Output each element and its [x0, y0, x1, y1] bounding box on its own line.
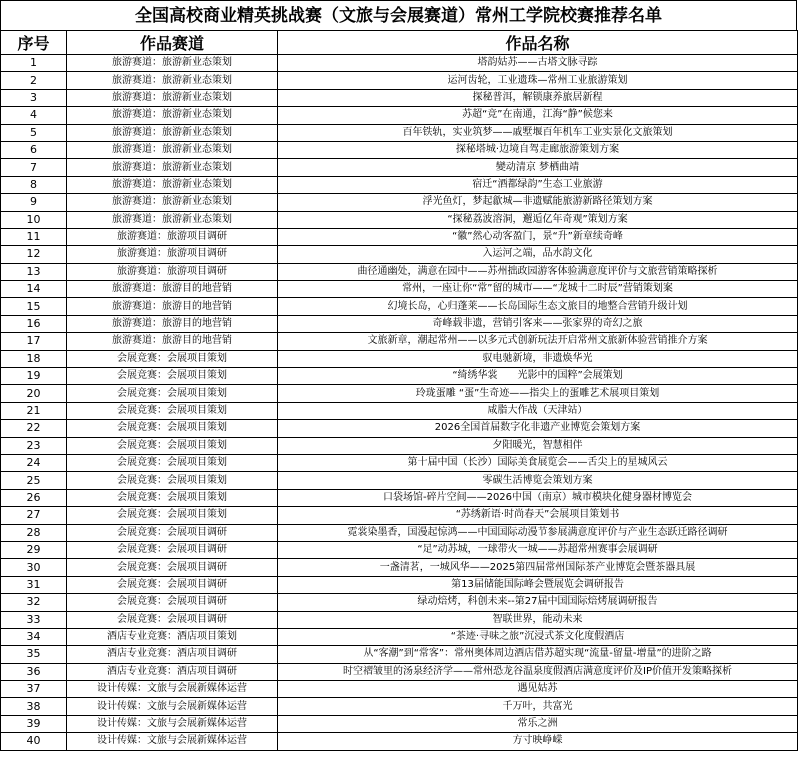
row-track: 旅游赛道：旅游新业态策划 — [67, 55, 278, 72]
row-track: 旅游赛道：旅游项目调研 — [67, 246, 278, 263]
row-track: 会展竞赛：会展项目策划 — [67, 454, 278, 471]
row-index: 23 — [1, 437, 67, 454]
row-index: 38 — [1, 698, 67, 715]
row-track: 旅游赛道：旅游目的地营销 — [67, 315, 278, 332]
row-index: 3 — [1, 89, 67, 106]
row-track: 旅游赛道：旅游新业态策划 — [67, 72, 278, 89]
row-track: 会展竞赛：会展项目策划 — [67, 402, 278, 419]
row-work-name: “探秘荔波溶洞，邂逅亿年奇观”策划方案 — [278, 211, 798, 228]
row-index: 31 — [1, 576, 67, 593]
sheet-title: 全国高校商业精英挑战赛（文旅与会展赛道）常州工学院校赛推荐名单 — [0, 0, 797, 30]
row-index: 33 — [1, 611, 67, 628]
row-track: 会展竞赛：会展项目调研 — [67, 576, 278, 593]
row-index: 21 — [1, 402, 67, 419]
header-index: 序号 — [1, 31, 67, 55]
row-work-name: 从“客潮”到“常客”：常州奥体周边酒店借苏超实现“流量-留量-增量”的进阶之路 — [278, 646, 798, 663]
row-work-name: 塔韵姑苏——古塔文脉寻踪 — [278, 55, 798, 72]
row-work-name: 2026全国首届数字化非遗产业博览会策划方案 — [278, 420, 798, 437]
row-track: 旅游赛道：旅游新业态策划 — [67, 211, 278, 228]
row-track: 会展竞赛：会展项目策划 — [67, 385, 278, 402]
row-index: 32 — [1, 594, 67, 611]
row-index: 36 — [1, 663, 67, 680]
table-row — [1, 507, 798, 524]
table-body — [1, 55, 798, 751]
row-work-name: “茶迹·寻味之旅”沉浸式茶文化度假酒店 — [278, 628, 798, 645]
results-table — [0, 30, 798, 751]
table-row — [1, 576, 798, 593]
row-work-name: 方寸映峥嵘 — [278, 733, 798, 750]
table-row — [1, 89, 798, 106]
table-row — [1, 159, 798, 176]
table-row — [1, 681, 798, 698]
row-work-name: 浮光鱼灯，梦起歙城—非遗赋能旅游新路径策划方案 — [278, 194, 798, 211]
row-work-name: 驭电驰新境，非遗焕华光 — [278, 350, 798, 367]
table-row — [1, 472, 798, 489]
table-row — [1, 559, 798, 576]
table-row — [1, 350, 798, 367]
row-work-name: 遇见姑苏 — [278, 681, 798, 698]
row-work-name: 第13届储能国际峰会暨展览会调研报告 — [278, 576, 798, 593]
row-track: 酒店专业竞赛：酒店项目策划 — [67, 628, 278, 645]
row-track: 旅游赛道：旅游新业态策划 — [67, 194, 278, 211]
row-index: 6 — [1, 141, 67, 158]
row-index: 24 — [1, 454, 67, 471]
table-row — [1, 141, 798, 158]
row-track: 旅游赛道：旅游目的地营销 — [67, 298, 278, 315]
table-row — [1, 107, 798, 124]
row-work-name: “绮绣华裳 光影中的国粹”会展策划 — [278, 368, 798, 385]
row-track: 旅游赛道：旅游新业态策划 — [67, 176, 278, 193]
row-index: 28 — [1, 524, 67, 541]
row-work-name: 口袋场馆-碎片空间——2026中国（南京）城市模块化健身器材博览会 — [278, 489, 798, 506]
table-row — [1, 524, 798, 541]
row-track: 设计传媒：文旅与会展新媒体运营 — [67, 698, 278, 715]
table-row — [1, 454, 798, 471]
header-work-name: 作品名称 — [278, 31, 798, 55]
table-row — [1, 663, 798, 680]
table-row — [1, 368, 798, 385]
table-row — [1, 211, 798, 228]
row-track: 会展竞赛：会展项目策划 — [67, 420, 278, 437]
row-work-name: 奇峰载非遗，营销引客来——张家界的奇幻之旅 — [278, 315, 798, 332]
table-row — [1, 298, 798, 315]
row-track: 旅游赛道：旅游目的地营销 — [67, 333, 278, 350]
table-row — [1, 315, 798, 332]
row-index: 37 — [1, 681, 67, 698]
row-work-name: 探秘普洱，解锁康养旅居新程 — [278, 89, 798, 106]
row-track: 旅游赛道：旅游新业态策划 — [67, 124, 278, 141]
table-row — [1, 281, 798, 298]
table-row — [1, 228, 798, 245]
row-index: 29 — [1, 541, 67, 558]
table-row — [1, 402, 798, 419]
row-work-name: 夕阳暖光，智慧相伴 — [278, 437, 798, 454]
table-row — [1, 124, 798, 141]
row-index: 40 — [1, 733, 67, 750]
table-row — [1, 715, 798, 732]
row-track: 会展竞赛：会展项目策划 — [67, 437, 278, 454]
row-work-name: 入运河之端，品水韵文化 — [278, 246, 798, 263]
row-work-name: 一盏清茗，一城风华——2025第四届常州国际茶产业博览会暨茶器具展 — [278, 559, 798, 576]
row-track: 会展竞赛：会展项目调研 — [67, 541, 278, 558]
table-row — [1, 72, 798, 89]
table-row — [1, 246, 798, 263]
row-work-name: 时空褶皱里的汤泉经济学——常州恐龙谷温泉度假酒店满意度评价及IP价值开发策略探析 — [278, 663, 798, 680]
row-index: 9 — [1, 194, 67, 211]
row-index: 20 — [1, 385, 67, 402]
row-work-name: 咸脂大作战（天津站） — [278, 402, 798, 419]
row-index: 18 — [1, 350, 67, 367]
header-row — [1, 31, 798, 55]
table-row — [1, 263, 798, 280]
row-work-name: 探秘塔城·边境自驾走廊旅游策划方案 — [278, 141, 798, 158]
row-work-name: 绿动焙烤，科创未来--第27届中国国际焙烤展调研报告 — [278, 594, 798, 611]
table-row — [1, 698, 798, 715]
row-track: 会展竞赛：会展项目调研 — [67, 524, 278, 541]
row-index: 11 — [1, 228, 67, 245]
row-index: 8 — [1, 176, 67, 193]
row-work-name: 千万叶，共富光 — [278, 698, 798, 715]
table-row — [1, 176, 798, 193]
row-work-name: 常乐之洲 — [278, 715, 798, 732]
row-track: 旅游赛道：旅游项目调研 — [67, 228, 278, 245]
row-track: 旅游赛道：旅游目的地营销 — [67, 281, 278, 298]
row-track: 会展竞赛：会展项目调研 — [67, 594, 278, 611]
row-index: 19 — [1, 368, 67, 385]
row-index: 34 — [1, 628, 67, 645]
row-track: 旅游赛道：旅游项目调研 — [67, 263, 278, 280]
row-track: 会展竞赛：会展项目策划 — [67, 507, 278, 524]
row-work-name: 變动清京 梦栖曲靖 — [278, 159, 798, 176]
row-work-name: 玲珑蛋雕 “蛋”生奇迹——指尖上的蛋雕艺术展项目策划 — [278, 385, 798, 402]
row-index: 22 — [1, 420, 67, 437]
row-work-name: 霓裳染墨香，国漫起惊鸿——中国国际动漫节参展满意度评价与产业生态跃迁路径调研 — [278, 524, 798, 541]
row-work-name: 文旅新章，潮起常州——以多元式创新玩法开启常州文旅新体验营销推介方案 — [278, 333, 798, 350]
row-work-name: “足”动苏城，一球带火一城——苏超常州赛事会展调研 — [278, 541, 798, 558]
row-track: 会展竞赛：会展项目策划 — [67, 350, 278, 367]
row-work-name: 运河齿轮，工业遗珠—常州工业旅游策划 — [278, 72, 798, 89]
header-track: 作品赛道 — [67, 31, 278, 55]
table-row — [1, 420, 798, 437]
row-index: 17 — [1, 333, 67, 350]
row-track: 设计传媒：文旅与会展新媒体运营 — [67, 733, 278, 750]
row-index: 26 — [1, 489, 67, 506]
row-work-name: 智联世界，能动未来 — [278, 611, 798, 628]
table-row — [1, 385, 798, 402]
row-index: 15 — [1, 298, 67, 315]
table-row — [1, 646, 798, 663]
row-index: 13 — [1, 263, 67, 280]
row-track: 旅游赛道：旅游新业态策划 — [67, 107, 278, 124]
row-index: 5 — [1, 124, 67, 141]
row-index: 35 — [1, 646, 67, 663]
row-index: 2 — [1, 72, 67, 89]
table-row — [1, 333, 798, 350]
row-track: 会展竞赛：会展项目策划 — [67, 472, 278, 489]
row-work-name: 零碳生活博览会策划方案 — [278, 472, 798, 489]
row-index: 25 — [1, 472, 67, 489]
row-work-name: 常州，一座让你“常”留的城市——“龙城十二时辰”营销策划案 — [278, 281, 798, 298]
row-track: 酒店专业竞赛：酒店项目调研 — [67, 663, 278, 680]
row-index: 12 — [1, 246, 67, 263]
row-index: 39 — [1, 715, 67, 732]
row-track: 旅游赛道：旅游新业态策划 — [67, 141, 278, 158]
table-row — [1, 594, 798, 611]
row-track: 会展竞赛：会展项目策划 — [67, 368, 278, 385]
row-track: 会展竞赛：会展项目策划 — [67, 489, 278, 506]
row-track: 旅游赛道：旅游新业态策划 — [67, 159, 278, 176]
row-work-name: 宿迁“酒都绿韵”生态工业旅游 — [278, 176, 798, 193]
row-track: 会展竞赛：会展项目调研 — [67, 611, 278, 628]
row-work-name: 百年铁轨，实业筑梦——戚墅堰百年机车工业实景化文旅策划 — [278, 124, 798, 141]
row-index: 16 — [1, 315, 67, 332]
row-work-name: “苏绣新语·时尚春天”会展项目策划书 — [278, 507, 798, 524]
table-row — [1, 194, 798, 211]
row-index: 4 — [1, 107, 67, 124]
table-row — [1, 611, 798, 628]
row-work-name: 第十届中国（长沙）国际美食展览会——舌尖上的星城风云 — [278, 454, 798, 471]
row-work-name: 幻境长岛，心归蓬莱——长岛国际生态文旅目的地整合营销升级计划 — [278, 298, 798, 315]
table-row — [1, 437, 798, 454]
row-index: 14 — [1, 281, 67, 298]
row-index: 1 — [1, 55, 67, 72]
row-index: 30 — [1, 559, 67, 576]
table-row — [1, 628, 798, 645]
row-track: 会展竞赛：会展项目调研 — [67, 559, 278, 576]
row-track: 旅游赛道：旅游新业态策划 — [67, 89, 278, 106]
table-row — [1, 489, 798, 506]
row-track: 设计传媒：文旅与会展新媒体运营 — [67, 715, 278, 732]
row-index: 27 — [1, 507, 67, 524]
row-index: 10 — [1, 211, 67, 228]
row-index: 7 — [1, 159, 67, 176]
row-track: 酒店专业竞赛：酒店项目调研 — [67, 646, 278, 663]
table-row — [1, 733, 798, 750]
table-row — [1, 55, 798, 72]
row-track: 设计传媒：文旅与会展新媒体运营 — [67, 681, 278, 698]
table-row — [1, 541, 798, 558]
row-work-name: 苏超“竞”在南通，江海“静”候您来 — [278, 107, 798, 124]
row-work-name: 曲径通幽处，满意在园中——苏州拙政园游客体验满意度评价与文旅营销策略探析 — [278, 263, 798, 280]
row-work-name: “徽”然心动客盈门，景“升”新章续奇峰 — [278, 228, 798, 245]
